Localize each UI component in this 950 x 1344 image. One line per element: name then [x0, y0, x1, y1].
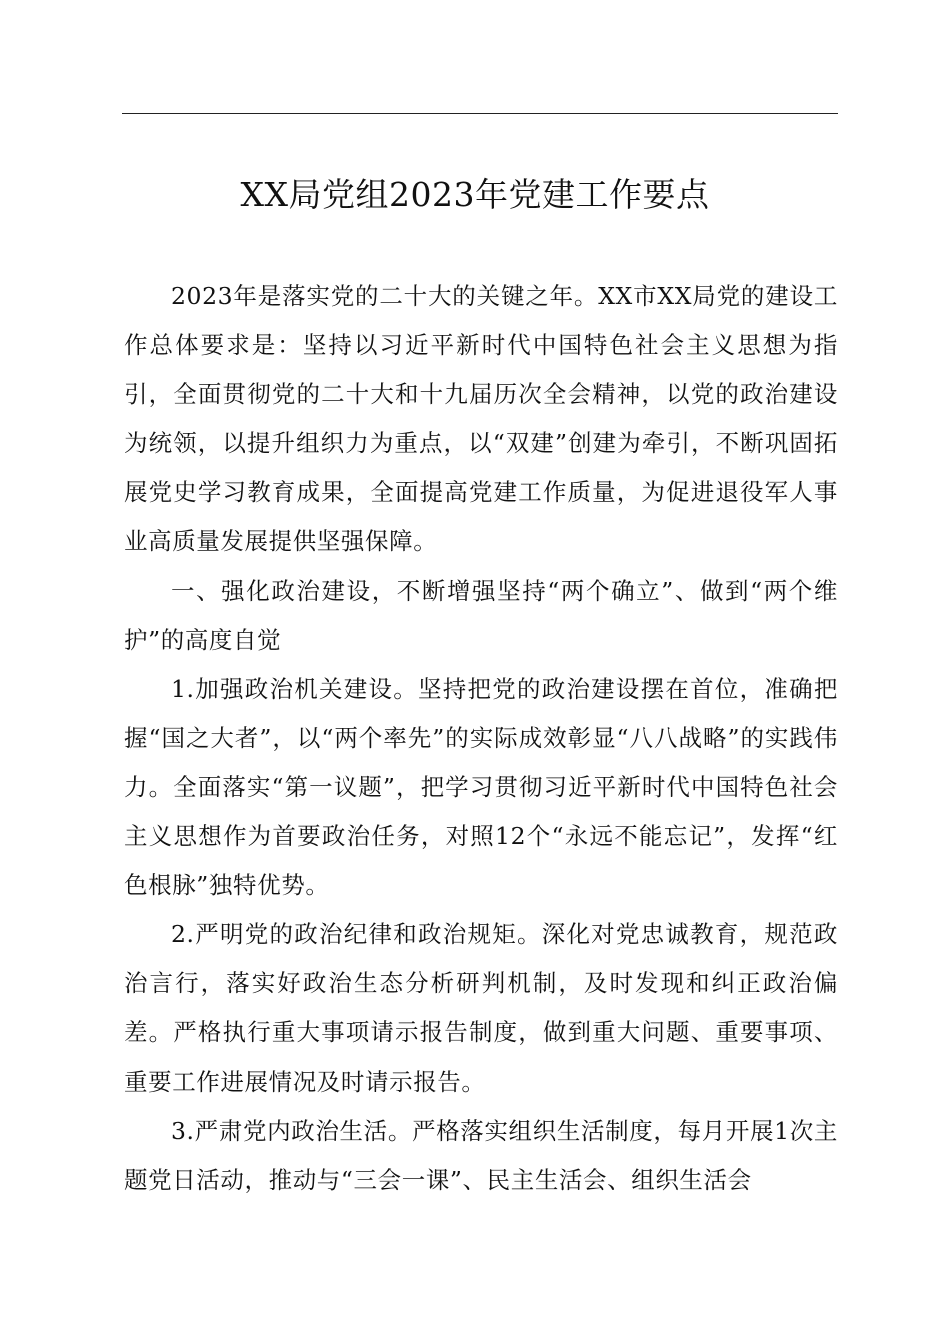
document-title: XX局党组2023年党建工作要点 — [240, 175, 710, 214]
paragraph-item-1: 1.加强政治机关建设。坚持把党的政治建设摆在首位，准确把握“国之大者”，以“两个率先”的实际成效彰显“八八战略”的实践伟力。全面落实“第一议题”，把学习贯彻习近平新时代中国特色社会主义思想作为首要政治任务，对照12个“永远不能忘记”，发挥“红色根脉”独特优势。 — [124, 674, 838, 900]
header-rule — [122, 113, 838, 114]
paragraph-item-3: 3.严肃党内政治生活。严格落实组织生活制度，每月开展1次主题党日活动，推动与“三会一课”、民主生活会、组织生活会 — [124, 1116, 838, 1194]
section-heading-1: 一、强化政治建设，不断增强坚持“两个确立”、做到“两个维护”的高度自觉 — [124, 576, 838, 654]
paragraph-intro: 2023年是落实党的二十大的关键之年。XX市XX局党的建设工作总体要求是：坚持以习近平新时代中国特色社会主义思想为指引，全面贯彻党的二十大和十九届历次全会精神，以党的政治建设为统领，以提升组织力为重点，以“双建”创建为牵引，不断巩固拓展党史学习教育成果，全面提高党建工作质量，为促进退役军人事业高质量发展提供坚强保障。 — [124, 282, 838, 556]
document-body — [124, 272, 838, 1205]
paragraph-item-2: 2.严明党的政治纪律和政治规矩。深化对党忠诚教育，规范政治言行，落实好政治生态分析研判机制，及时发现和纠正政治偏差。严格执行重大事项请示报告制度，做到重大问题、重要事项、重要工作进展情况及时请示报告。 — [124, 920, 838, 1096]
